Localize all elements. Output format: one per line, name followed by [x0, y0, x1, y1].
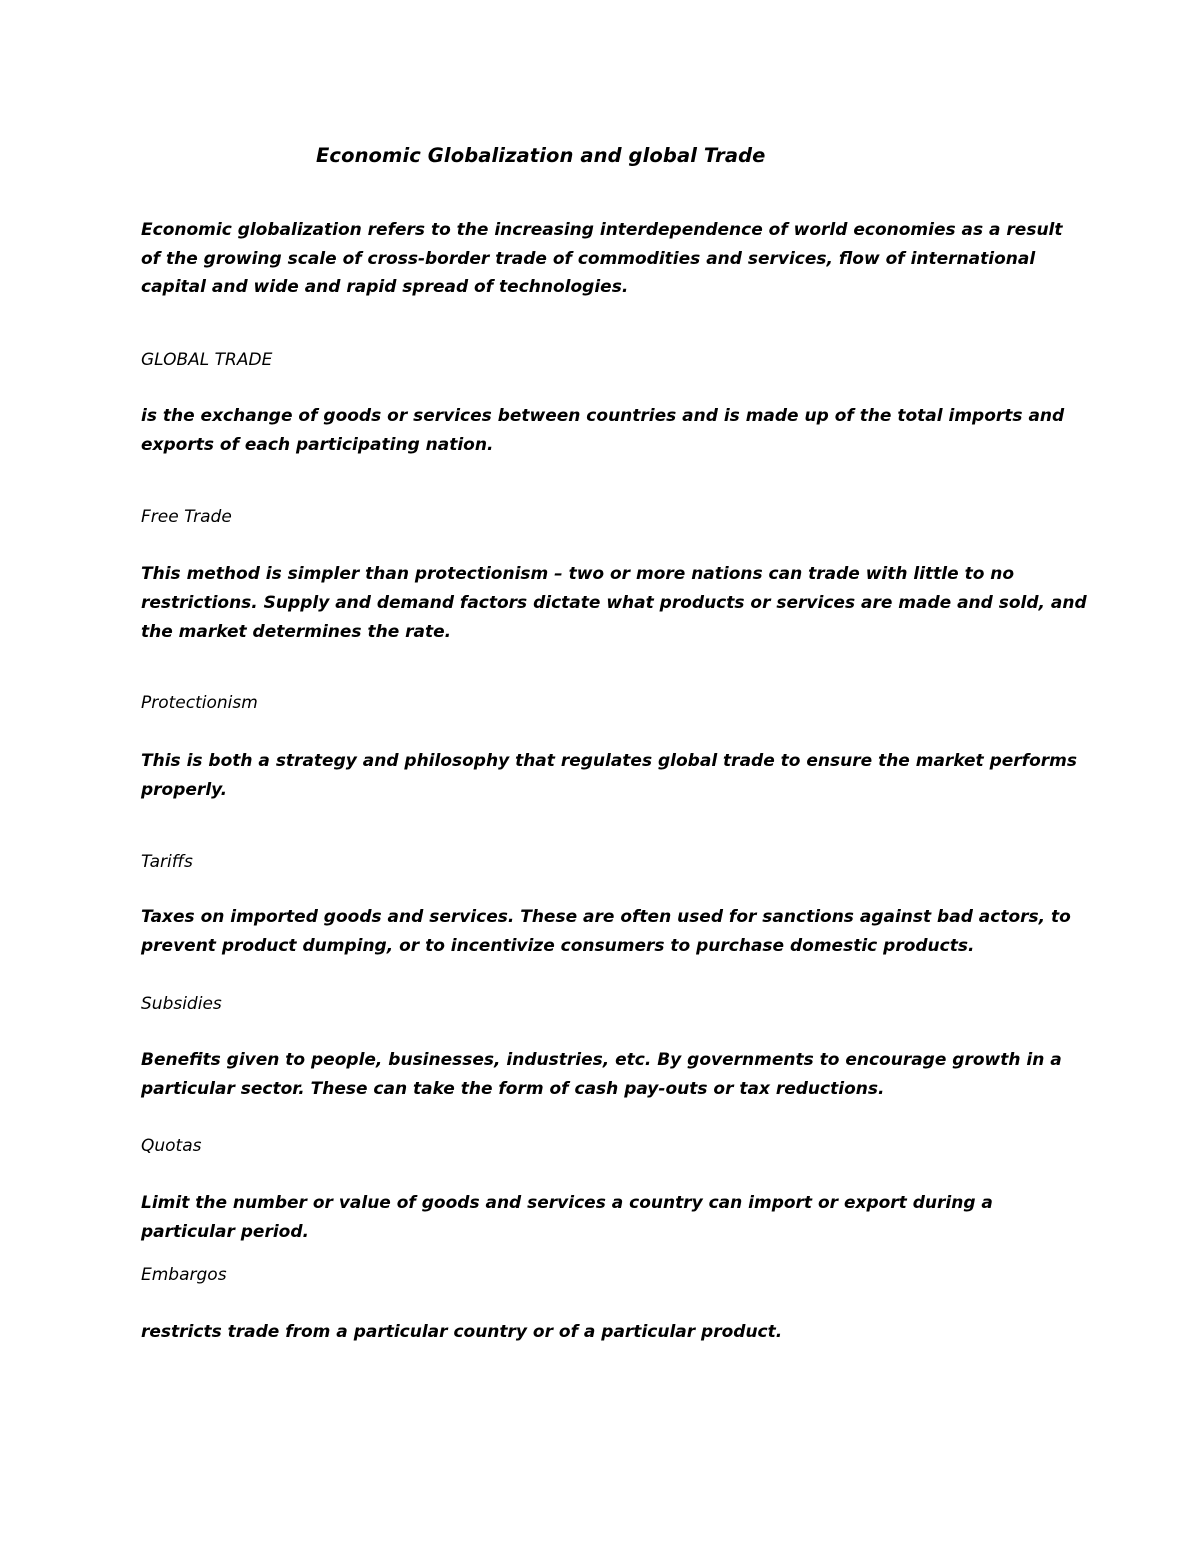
section-body-free-trade-2: restrictions. Supply and demand factors dictate what products or services are made and sold, and [141, 593, 1087, 613]
section-body-protectionism-2: properly. [141, 780, 228, 800]
section-body-free-trade-3: the market determines the rate. [141, 622, 452, 642]
section-heading-free-trade: Free Trade [141, 507, 232, 527]
section-body-subsidies-2: particular sector. These can take the form of cash pay-outs or tax reductions. [141, 1079, 885, 1099]
section-heading-protectionism: Protectionism [141, 693, 258, 713]
document-title: Economic Globalization and global Trade [316, 144, 766, 167]
section-heading-global-trade: GLOBAL TRADE [141, 350, 273, 370]
section-body-tariffs-1: Taxes on imported goods and services. These are often used for sanctions against bad actors, to [141, 907, 1071, 927]
section-body-protectionism-1: This is both a strategy and philosophy that regulates global trade to ensure the market performs [141, 751, 1077, 771]
section-body-tariffs-2: prevent product dumping, or to incentivize consumers to purchase domestic products. [141, 936, 975, 956]
section-body-subsidies-1: Benefits given to people, businesses, industries, etc. By governments to encourage growth in a [141, 1050, 1062, 1070]
section-heading-embargos: Embargos [141, 1265, 227, 1285]
section-heading-quotas: Quotas [141, 1136, 202, 1156]
section-body-global-trade-2: exports of each participating nation. [141, 435, 494, 455]
intro-line-2: of the growing scale of cross-border trade of commodities and services, flow of international [141, 249, 1036, 269]
section-body-global-trade-1: is the exchange of goods or services between countries and is made up of the total imports and [141, 406, 1065, 426]
section-body-quotas-1: Limit the number or value of goods and services a country can import or export during a [141, 1193, 993, 1213]
section-heading-subsidies: Subsidies [141, 994, 222, 1014]
section-body-embargos-1: restricts trade from a particular country or of a particular product. [141, 1322, 783, 1342]
intro-line-3: capital and wide and rapid spread of technologies. [141, 277, 629, 297]
section-body-quotas-2: particular period. [141, 1222, 309, 1242]
section-heading-tariffs: Tariffs [141, 852, 193, 872]
section-body-free-trade-1: This method is simpler than protectionism – two or more nations can trade with little to no [141, 564, 1015, 584]
intro-line-1: Economic globalization refers to the increasing interdependence of world economies as a result [141, 220, 1063, 240]
